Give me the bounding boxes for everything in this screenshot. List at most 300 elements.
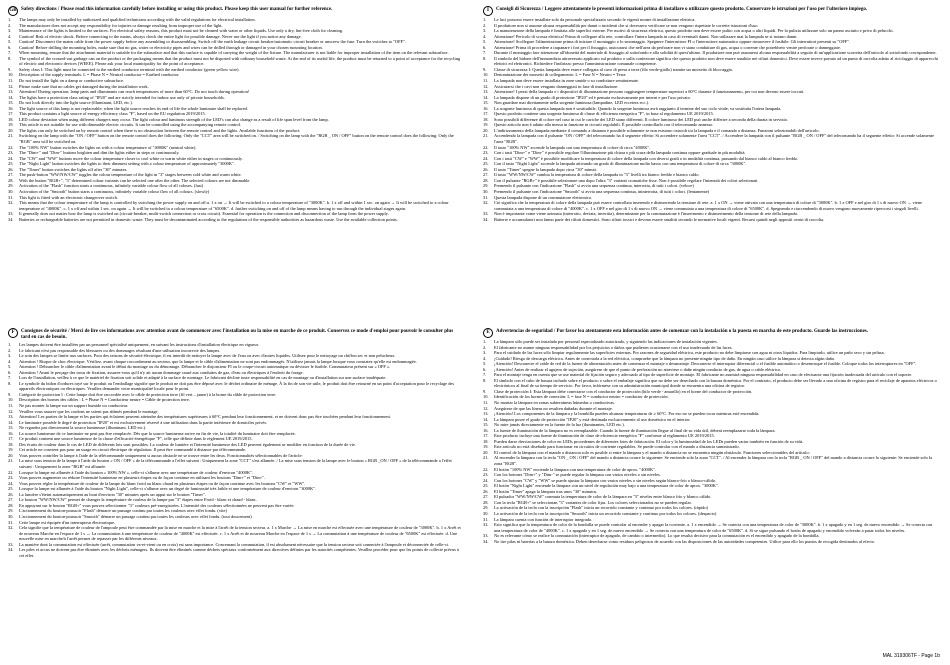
section-french — [8, 329, 463, 558]
item-text: Caution! Disconnect the mains cable from the power supply before any assembling or disassembling. Switch off the earth leakage circuit breaker/automatic circuit breaker or unscrew the fuse. Turn the switches to "OFF". — [19, 39, 406, 45]
item-text: Denominazione dei morsetti di collegamento: L = Fase N = Neutro = Terra — [494, 72, 626, 78]
item-number: 18. — [483, 116, 489, 122]
item-number: 33. — [483, 211, 489, 217]
list-item — [8, 133, 463, 144]
item-number: 17. — [8, 436, 14, 442]
item-text: La lumière s'éteint automatiquement au bout d'environ "30" minutes après un appui sur le bouton "Timer". — [19, 491, 206, 497]
item-text: Vous pouvez contrôler la lampe à l'aide de la télécommande uniquement si aucun obstacle ne se trouve entre les deux. Fonctionnalités sélectionnables de l'article: — [19, 452, 303, 458]
item-text: El control de la lámpara con el mando a distancia solo es posible si entre la lámpara y el mando a distancia no se encuentra ningún obstáculo. Funciones seleccionables del artículo: — [494, 449, 810, 455]
item-number: 21. — [8, 133, 14, 139]
list-item — [483, 217, 938, 223]
item-number: 19. — [8, 122, 14, 128]
item-text: Premendo il pulsante con l'indicazione "Flash" si avvia una sequenza continua, interrotta, di tutti i colori. (veloce) — [494, 183, 694, 189]
item-text: Con i tasti "Dim+" e "Dim-" è possibile regolare l'illuminazione più chiara o più scura della lampada continua oppure graduale in più modalità. — [494, 150, 746, 156]
item-number: 12. — [483, 405, 489, 411]
section-title: Advertencias de seguridad / Por favor lea atentamente esta información antes de comenzar con la instalación o la puesta en marcha de este producto. Guarde las instrucciones. — [496, 329, 869, 334]
item-text: The "CW" and "WW" buttons move the colour temperature closer to cool white or warm white either in stages or continuously. — [19, 155, 243, 161]
item-text: El pulsador "WW/NW/CW" conmuta la temperatura de color de la lámpara en "3" niveles entre blanco frío y blanco cálido. — [494, 494, 712, 500]
item-number: 13. — [483, 411, 489, 417]
section-header — [483, 329, 938, 338]
item-number: 5. — [483, 361, 487, 367]
item-number: 7. — [483, 372, 487, 378]
item-text: Le soin des lampes se limite aux surfaces. Pour des raisons de sécurité électrique, il est interdit de nettoyer la lampe avec de l'eau ou avec d'autres liquides. Utilisez pour le nettoyage un chiffon sec et non pelucheux. — [19, 353, 396, 359]
item-text: Con la tecla "RGB+" se seleccionan "3" variantes de color fijas. Los colores seleccionados no se pueden regular. — [494, 499, 692, 505]
section-header — [8, 7, 463, 16]
section-spanish — [483, 329, 938, 544]
item-text: Do not install the light on a damp or conductive subsurface. — [19, 78, 124, 84]
item-number: 25. — [8, 161, 14, 167]
item-number: 2. — [8, 347, 12, 353]
item-number: 30. — [483, 188, 489, 194]
item-text: This product contains a light source of energy efficiency class "F", based on the EU regulation 2019/2015. — [19, 111, 206, 117]
list-item — [8, 381, 463, 392]
item-number: 33. — [8, 541, 14, 547]
item-number: 34. — [8, 216, 14, 222]
item-number: 22. — [483, 144, 489, 150]
item-number: 15. — [483, 100, 489, 106]
list-item — [8, 547, 463, 558]
item-text: Les lampes doivent être installées par un personnel spécialisé uniquement, en suivant les instructions d'installation électrique en vigueur. — [19, 342, 259, 347]
item-text: Este artículo no está diseñado para funcionar en circuitos de corriente regulables. Se puede controlar con el mando a distancia suministrado. — [494, 444, 740, 450]
item-text: Questo articolo non è adatto alla messa in funzione in circuiti regolabili. È possibile controllarlo con il telecomando annesso. — [494, 122, 714, 128]
item-number: 22. — [483, 466, 489, 472]
item-number: 32. — [8, 525, 14, 531]
item-number: 18. — [8, 441, 14, 447]
language-badge-icon: E — [483, 328, 493, 338]
section-header — [8, 329, 463, 341]
item-number: 29. — [8, 508, 14, 514]
item-text: Vous pouvez régler la température de couleur de la lampe du blanc froid au blanc chaud en plusieurs étapes ou de façon continue avec les boutons "CW" et "WW". — [19, 480, 306, 486]
item-number: 34. — [483, 216, 489, 222]
item-number: 7. — [8, 375, 12, 381]
item-number: 7. — [483, 50, 487, 56]
section-italian — [483, 7, 938, 222]
section-header — [483, 7, 938, 16]
item-text: L'indirizzamento della lampada mediante il comando a distanza è possibile solamente se non esistono ostacoli tra la lampada e il comando a distanza. Funzioni selezionabili dell'articolo: — [494, 127, 820, 133]
item-number: 21. — [483, 455, 489, 461]
list-item — [483, 378, 938, 389]
item-number: 23. — [8, 475, 14, 481]
item-text: Para el montaje tenga en cuenta que se use material de fijación seguro y adecuado al tipo de superficie de montaje. El fabricante no asumirá ninguna responsabilidad en caso de efectuarse una fijación inadecuada del artículo con el soporte. — [494, 372, 913, 378]
item-text: No montar la lámpara en zonas subterráneas húmedas o conductivas. — [494, 400, 615, 406]
item-number: 33. — [8, 211, 14, 217]
item-text: Do not look directly into the light source (illuminant, LED, etc.). — [19, 100, 133, 106]
item-text: The "Timer" button switches the lights off after "30" minutes. — [19, 166, 128, 172]
item-text: Batterie e accumulatori non fanno parte dei rifiuti domestici. Sono rifiuti tossici e devono essere smaltiti secondo le normative locali vigenti. Recarsi quindi negli appositi centri di raccolta. — [494, 216, 825, 222]
item-text: Para el cuidado de las luces sólo limpiar regularmente las superficies externas. Por razones de seguridad eléctrica, este producto no debe limpiarse con agua ni otros líquidos. Para limpiarlo, utilice un paño seco y sin pelusa. — [494, 350, 885, 356]
item-number: 4. — [8, 33, 12, 39]
safety-list — [8, 342, 463, 558]
item-text: Veuillez vous assurer que les cordons ne soient pas abîmés pendant le montage. — [19, 408, 159, 414]
item-number: 9. — [8, 391, 12, 397]
item-text: Premendo il pulsante con l'indicazione "Smooth" si avvia una sequenza continua, ininterrotta, di tutti i colori. (lentamente) — [494, 188, 710, 194]
item-number: 27. — [483, 172, 489, 178]
item-number: 20. — [8, 127, 14, 133]
item-number: 9. — [483, 388, 487, 394]
item-text: ¡Cuidado! Riesgo de descarga eléctrica. Antes de conectarla a la red eléctrica, compruebe que la lámpara no presente ningún tipo de daño. En ningún caso utilice la lámpara si detecta algún daño. — [494, 355, 836, 361]
item-text: La fuente de iluminación de la lámpara no es reemplazable. Cuando la fuente de iluminación llegue al final de su vida útil, deberá reemplazarse toda la lámpara. — [494, 427, 776, 433]
item-text: Activation of the "Smooth" button starts a continuous, infinitely variable colour flow of all colours. (slowly) — [19, 188, 210, 194]
item-number: 27. — [483, 494, 489, 500]
list-item — [483, 522, 938, 533]
item-number: 3. — [8, 28, 12, 34]
item-text: Assicurarsi che i cavi non vengano danneggiati in fase di installazione. — [494, 83, 619, 89]
item-text: Catégorie de protection I : Cette lampe doit être raccordée avec le câble de protection terre (fil vert – jaune) à la borne du câble de protection terre. — [19, 391, 277, 397]
item-number: 33. — [483, 533, 489, 539]
item-text: L'actionnement du bouton-poussoir "Smooth" démarre un passage continu par toutes les couleurs avec effet fondu. (tout doucement) — [19, 513, 252, 519]
item-number: 28. — [8, 177, 14, 183]
item-text: The lamps may only be installed by authorized and qualified technicians according with the valid regulations for electrical installation. — [19, 17, 256, 22]
item-number: 31. — [483, 516, 489, 522]
item-text: La activación de la tecla con la inscripción "Flash" inicia un recorrido constante y continuo por todos los colores. (rápido) — [494, 505, 709, 511]
item-number: 20. — [483, 449, 489, 455]
item-text: La lampada non deve essere installata in zone umide o su condotture semiintenate. — [494, 78, 639, 84]
item-text: Con i tasti "CW" e "WW" è possibile modificare la temperatura di colore della lampada con diversi gradi o in modalità continua, passando dal bianco caldo al bianco freddo. — [494, 155, 799, 161]
item-text: No tire pilas ni baterías a la basura doméstica. Deben desecharse como residuos peligrosos de acuerdo con las disposiciones de las autoridades competentes. Utilice para ello los puntos de recogida destinados al efecto. — [494, 538, 876, 544]
item-number: 2. — [8, 22, 12, 28]
item-number: 5. — [483, 39, 487, 45]
item-number: 3. — [483, 28, 487, 34]
item-number: 2. — [483, 344, 487, 350]
item-number: 15. — [8, 100, 14, 106]
item-text: Attention ! Débrancher le câble d'alimentation avant le début du montage ou du démontage. Débrancher le disjoncteur FI ou le coupe-circuit automatique ou dévisser le fusible. Commutateur présent sur « OFF ». — [19, 364, 391, 370]
item-number: 34. — [8, 547, 14, 553]
item-number: 22. — [8, 144, 14, 150]
item-number: 10. — [483, 394, 489, 400]
item-number: 19. — [483, 444, 489, 450]
safety-list — [483, 339, 938, 544]
item-text: Non guardare mai direttamente nella sorgente luminosa (lampadine, LED eccetera ecc.). — [494, 100, 650, 106]
item-number: 11. — [483, 400, 489, 406]
item-text: L'actionnement du bouton-poussoir "Flash" démarre un passage continu par toutes les couleurs avec effet fondu. (vite) — [19, 508, 227, 514]
item-text: Ne regardez pas directement la source lumineuse (illuminant, LED etc.). — [19, 425, 147, 431]
item-text: Il tasto "Timer" spegne la lampada dopo circa "30" minuti. — [494, 166, 598, 172]
item-number: 21. — [483, 133, 489, 139]
item-text: La source lumineuse de ce luminaire ne peut pas être remplacée. Dès que la source lumineuse arrive en fin de vie, la totalité du luminaire doit être remplacée. — [19, 430, 296, 436]
item-number: 16. — [483, 105, 489, 111]
item-text: El botón "Night Light" enciende la lámpara con un nivel de regulación muy bajo a una temperatura de color de aprox. "3000K". — [494, 483, 719, 489]
item-text: Please make sure that no cables get damaged during the installation work. — [19, 83, 149, 89]
item-text: Lorsque la lampe est allumée à l'aide du bouton « 100% NW », celle-ci s'allume avec une température de couleur d'environ "4000K". — [19, 469, 253, 475]
item-text: The "Dim+" and "Dim-" buttons brighten and dim the lights either in steps or continuously. — [19, 150, 180, 156]
item-text: ¡Atención! Desconecte el cable de red de la fuente de alimentación antes de comenzar el montaje o desmontaje. Desconecte el interruptor diferencial o el fusible automático o desenrosque el fusible. Coloque todos los interruptores en "OFF". — [494, 361, 917, 367]
item-text: This light is fitted with an electronic changeover switch. — [19, 194, 118, 200]
item-text: Non è importante come viene azionata (interrotto, deviata, invertita), determinante per la commutazione è l'inserimento e disinserimento della tensione di rete della lampada. — [494, 211, 798, 217]
item-text: LED colour deviation when using different chargers may occur. The light colour and luminous strength of the LED's can also change as a result of life span level from the lamp. — [19, 116, 329, 122]
item-number: 4. — [8, 358, 12, 364]
item-text: Des écarts de couleur dans le cas de LED de différents lots sont possibles. La couleur de lumière et l'intensité lumineuse des LED peuvent également se modifier en fonction de la durée de vie. — [19, 441, 356, 447]
language-badge-icon: I — [483, 6, 493, 16]
item-text: Con los botones "CW" y "WW" se puede ajustar la lámpara con varios niveles o sin niveles según blanco-frío o blanco-cálido. — [494, 477, 717, 483]
item-text: ¡Atención! Antes de realizar el agujero de sujeción, asegúrese de que el punto de perforación no atraviese o dañe ningún conducto de gas, de agua o cable eléctrico. — [494, 366, 782, 372]
item-text: The push-button "WW/NW/CW" toggles the colour temperature of the light in "3" stages between cold white and warm white. — [19, 172, 242, 178]
item-number: 24. — [483, 155, 489, 161]
item-number: 1. — [483, 339, 487, 344]
list-item — [483, 133, 938, 144]
item-text: Switching on the lamp with the "ON / OFF" button on the remote control does the following: Only the "CCT" area will be switched on. / Switching on the lamp with the "RGB _ ON / OFF" button on the remote control does the following: Only the "RGB" area will be switched on. — [19, 133, 454, 145]
item-number: 16. — [483, 427, 489, 433]
item-text: El símbolo con el cubo de basura tachado sobre el producto o sobre el embalaje significa que no debe ser desechado con la basura doméstica. Por el contrario, el producto debe ser llevado a una oficina de registro para el reciclaje de aparatos eléctricos o electrónicos al final de su tiempo de servicio. Por favor, infórmese con su administración municipal donde se encuentra una oficina de registro. — [494, 377, 937, 389]
item-number: 25. — [483, 161, 489, 167]
item-text: The manufacturer does not accept any responsibility for injuries or damage resulting from improper use of the light. — [19, 22, 223, 28]
item-text: Questa lampada dispone di un commutatore elettronico. — [494, 194, 593, 200]
item-number: 32. — [483, 200, 489, 206]
item-number: 1. — [8, 17, 12, 22]
item-text: Al encender la lámpara con la tecla "ON _ ON / OFF" del mando a distancia ocurre lo siguiente: Se enciende solo la zona "CCT". / Al encender la lámpara con la tecla "RGB _ ON / OFF" del mando a distancia ocurre lo siguiente: Se enciende solo la zona "RGB". — [494, 455, 933, 467]
item-text: Asegúrese de que las líneas no resulten dañadas durante el montaje. — [494, 405, 613, 411]
item-number: 30. — [483, 510, 489, 516]
item-number: 8. — [483, 377, 487, 383]
item-number: 1. — [8, 342, 12, 347]
item-number: 14. — [483, 416, 489, 422]
item-text: No mire jamás directamente en la fuente de la luz (iluminantes, LED etc.). — [494, 422, 625, 428]
item-text: El fabricante no asume ninguna responsabilidad por los perjuicios o daños que pudiesen ocasionarse con el uso inadecuado de las luces. — [494, 344, 733, 350]
item-number: 21. — [8, 458, 14, 464]
item-text: Le symbole du bidon d'ordures rayé sur le produit ou l'emballage signifie que le produit ne doit pas être déposé avec le déchet ordinaire de ménage. À la fin de son vie utile, le produit doit être retourné en un point d'acceptation pour le recyclage des appareils électroniques ou électriques. Veuillez demander votre municipalité locale pour le point. — [19, 380, 455, 392]
item-text: Description des bornes des câbles : L = Phase N = Conducteur neutre = Câble de protection terre. — [19, 397, 190, 403]
item-number: 9. — [8, 66, 12, 72]
item-number: 32. — [8, 200, 14, 206]
item-text: Description of the supply terminals: L = Phase N = Neutral conductor = Earthed conductor. — [19, 72, 180, 78]
language-badge-icon: GB — [8, 6, 18, 16]
item-number: 34. — [483, 538, 489, 544]
safety-list — [483, 17, 938, 222]
section-title: Safety directions / Please read this information carefully before installing or using this product. Please keep this user manual for further reference. — [21, 7, 333, 12]
item-text: Attenzione! I pezzi della lampada e i dispositivi di illuminazione possono raggiungere temperature superiori a 60°C durante il funzionamento, per cui non devono essere toccati. — [494, 89, 805, 95]
item-text: La lámpara posee el grado de protección "IP20" y está destinada exclusivamente al uso doméstico en el interior. — [494, 416, 691, 422]
item-text: The light source of this lamp is not replaceable; when the light source reaches its end of life the whole luminaire shall be replaced. — [19, 105, 248, 111]
item-text: Safety class I: This light must be connected to the earthed conductor terminal with the earthed conductor (green yellow wire). — [19, 66, 240, 72]
item-number: 24. — [8, 480, 14, 486]
item-number: 17. — [8, 111, 14, 117]
item-number: 25. — [483, 483, 489, 489]
item-number: 29. — [8, 183, 14, 189]
section-title: Consignes de sécurité / Merci de lire ces informations avec attention avant de commencer avec l'installation ou la mise en marche de ce produit. Conservez ce mode d'emploi pour pouvoir le consulter plus tard en cas de besoin. — [21, 329, 454, 340]
item-text: The "Night Light" button switches the lights to their dimmest setting with a colour temperature of approximately "3000K". — [19, 161, 235, 167]
item-number: 12. — [8, 83, 14, 89]
item-text: This article is not suitable for use with dimmable electric circuits. It can be controlled using the accompanying remote control. — [19, 122, 242, 128]
item-text: La mise sous tension de la lampe à l'aide du bouton « ON / OFF » de la télécommande a l'effet suivant : Uniquement la zone "CCT" s'est allumée. / La mise sous tension de la lampe avec le bouton « RGB _ON / OFF » de la télécommande a l'effet suivant : Uniquement la zone "RGB" est allumée. — [19, 458, 452, 470]
item-text: La manière dont la commutation est effectuée (arrêt, commutation va-et-vient ou en croix) est sans importance. Concernant la commutation, il est absolument nécessaire que la tension secteur soit connectée à l'ampoule et déconnectée de celle-ci. — [19, 541, 450, 547]
item-text: The "100% NW" button switches the lights on with a colour temperature of "4000K" (neutral white). — [19, 144, 197, 150]
item-text: Les piles et accus ne doivent pas être éliminés avec les déchets ménagers. Ils doivent être éliminés comme déchets spéciaux conformément aux directives définies par les autorités compétentes. Veuillez procéder pour que les points de collecte prévus à cet effet. — [19, 547, 459, 558]
item-number: 26. — [8, 166, 14, 172]
item-text: With the button "RGB+", "3" determined colour variants can be selected one after the other. The selected colours are not dimmable. — [19, 177, 251, 183]
item-text: No es relevante cómo se realice la conmutación (interruptor de apagado, de cambio o intermedio). Lo que resulta decisivo para la conmutación es el encendido y apagado de la bombilla. — [494, 533, 820, 539]
item-number: 6. — [8, 44, 12, 50]
item-text: Identificación de los bornes de conexión: L = fase N = conductor neutro = conductor de protección. — [494, 394, 669, 400]
item-number: 11. — [483, 78, 489, 84]
item-text: Ciò significa che la temperatura di colore della lampada può essere controllata inserendo e disinserendo la tensione di rete. a. 1 x ON → viene attivata con una temperatura di colore di "3000K". b. 1 x OFF e nel giro di 1 s di nuovo ON → viene commutata a una temperatura di colore di "4000K". c. 1 x OFF e nel giro di 1 s di nuovo ON → viene commutata a una temperatura di colore di "6500K". d. Spegnendo e riaccendendo di nuovo vengono nuovamente ripercorsi i singoli livelli. — [494, 200, 923, 211]
item-number: 8. — [8, 55, 12, 61]
item-text: Durante il montaggio fare attenzione all'idoneità del materiale di fissaggio al sottofondo e alla solidità di quest'ultimo. Il produttore non può assumersi alcuna responsabilità a seguito di un'applicazione scorretta dell'articolo al sottofondo corrispondente. — [494, 50, 937, 56]
item-text: Pueden darse desviaciones de color en LEDs procedentes de diferentes lotes de fabricación. El color y la luminosidad de los LEDs pueden variar también en función de su vida. — [494, 438, 804, 444]
item-number: 28. — [483, 499, 489, 505]
item-text: Attenzione! Scollegare l'alimentazione prima di iniziare il montaggio o lo smontaggio. Spegnere l'interruttore FI o l'interruttore automatico oppure rimuovere il fusibile. Gli interruttori presenti su "OFF". — [494, 39, 851, 45]
item-text: Vous pouvez augmenter ou réduire l'intensité lumineuse en plusieurs étapes ou de façon continue en utilisant les boutons "Dim+" et "Dim-". — [19, 475, 266, 481]
item-text: When mounting, ensure that the attachment material is suitable for the subsurface and that this surface is capable of carrying the weight of the fixture. The manufacturer is not liable for improper installation of the item on the relevant subsurface. — [19, 50, 449, 56]
item-number: 3. — [483, 350, 487, 356]
item-number: 15. — [8, 425, 14, 431]
item-number: 11. — [8, 403, 14, 409]
item-number: 27. — [8, 497, 14, 503]
item-text: Le bouton "WW/NW/CW" permet de changer la température de couleur de la lampe par "3" étapes entre Froid - blanc et chaud - blanc. — [19, 497, 257, 503]
language-badge-icon: F — [8, 328, 18, 338]
item-text: La lámpara sólo puede ser instalada por personal especializado autorizado, y siguiendo las indicaciones de instalación vigentes. — [494, 339, 718, 344]
item-text: Ne pas monter la lampe sur un support humide ou conducteur. — [19, 403, 129, 409]
item-number: 8. — [483, 55, 487, 61]
page-footer: MAL 319306TF - Page 1b — [882, 653, 940, 659]
item-text: La lampada dispone di un grado di protezione "IP20" ed è pensata esclusivamente per interni e per l'uso privato. — [494, 94, 691, 100]
item-number: 13. — [8, 414, 14, 420]
item-text: This means that the colour temperature of the lamp is controlled by switching the power supply on and off:a. 1 x on → It will be switched to a colour temperature of "3000K". b. 1 x off and within 1 sec. on again → It will be switched to a colour temperature of "4000K". c. 1 x off and within 1 sec. on again → It will be switched to a colour temperature of "6500K". d. further switching on and off of the lamp means having to run through the individual stages again. — [19, 200, 449, 211]
list-item — [8, 56, 463, 67]
list-item — [483, 200, 938, 211]
item-text: The symbol of the crossed-out garbage can on the product or the packaging means that the product must not be disposed with ordinary household waste. At the end of its useful life, the product must be returned to a point of acceptance for the recycling of electric and electronic devices (WEEE). Please ask your local municipality for the point of acceptance. — [19, 55, 461, 67]
item-text: Il simbolo del bidone dell'immondizia attraversato applicato sul prodotto o sulla confezione significa che questo prodotto non deve essere smaltito nei rifiuti domestici. Deve essere invece portato ad un punto di raccolta adatto al riciclaggio di apparecchi elettrici ed elettronici. Richiedere l'indirizzo presso l'amministrazione comunale competente. — [494, 55, 938, 67]
item-text: Attention! Les parties de la lampe et les parties qui éclairent peuvent atteindre des températures supérieures à 60°C pendant leur fonctionnement, et ne doivent donc pas être touchées pendant leur fonctionnement. — [19, 414, 391, 420]
item-number: 24. — [483, 477, 489, 483]
item-number: 24. — [8, 155, 14, 161]
list-item — [483, 539, 938, 545]
item-number: 18. — [8, 116, 14, 122]
item-number: 19. — [8, 447, 14, 453]
item-number: 5. — [8, 364, 12, 370]
item-number: 28. — [483, 177, 489, 183]
item-number: 32. — [483, 522, 489, 528]
item-text: En appuyant sur le bouton "RGB+" vous pouvez sélectionner "3" couleurs pré-enregistrées. L'intensité des couleurs sélectionnées ne peuvent pas être variée. — [19, 502, 295, 508]
item-number: 6. — [483, 44, 487, 50]
item-text: La sorgente luminosa di questa lampada non è sostituibile. Quando la sorgente luminosa avrà raggiunto il termine del suo ciclo vitale, va sostituita l'intera lampada. — [494, 105, 782, 111]
item-text: Esto significa que la temperatura de color de la bombilla se puede controlar al encender y apagar la corriente. a. 1 x encendido → Se conecta con una temperatura de color de "3000K". b. 1 x apagado y en 1 seg. de nuevo encendido → Se conecta con una temperatura de color de "4000K". c. 1 x apagado y en 1 seg. de nuevo encendido → Se conecta con una temperatura de color de "6500K". d. Si se sigue pulsando el botón de apagado y encendido volverán a pasar todos los niveles. — [494, 522, 933, 533]
item-text: La manutenzione della lampada è limitata alle superfici esterne. Per motivi di sicurezza elettrica, questo prodotto non deve essere pulito con acqua o altri liquidi. Per la pulizia utilizzare solo un panno asciutto e privo di pelucchi. — [494, 28, 894, 34]
item-number: 14. — [8, 94, 14, 100]
item-number: 5. — [8, 39, 12, 45]
item-number: 11. — [8, 78, 14, 84]
item-text: Attention! During operation, lamp parts and illuminants can reach temperatures of more than 60°C. Do not touch during operation! — [19, 89, 250, 95]
item-number: 7. — [8, 50, 12, 56]
item-number: 4. — [483, 33, 487, 39]
item-text: Lorsque la lampe est allumée à l'aide du bouton "Night Light", celle-ci s'allume avec un degré de luminosité très faible et une température de couleur d'environ "3000K". — [19, 486, 317, 492]
item-number: 18. — [483, 438, 489, 444]
item-text: Ce produit contient une source lumineuse de la classe d'efficacité énergétique "F", telle que définie dans le règlement UE 2019/2015. — [19, 436, 253, 442]
item-number: 19. — [483, 122, 489, 128]
item-number: 29. — [483, 505, 489, 511]
section-title: Consigli di Sicurezza / Leggere attentamente le presenti informazioni prima di installare o utilizzare questo prodotto. Conservare le istruzioni per l'uso per l'ulteriore impiego. — [496, 7, 868, 12]
item-text: Cet article ne convient pas pour un usage en circuit électrique de régulation. Il peut être commandé à distance par télécommande. — [19, 447, 246, 453]
item-number: 30. — [8, 513, 14, 519]
item-number: 10. — [8, 397, 14, 403]
list-item — [8, 217, 463, 223]
item-text: Cette lampe est équipée d'un interrupteur électronique. — [19, 519, 116, 525]
item-text: Attenzione! Prima di procedere a trapanare i fori per il fissaggio, assicurarsi che nell'area da perforare non vi siano condutture di gas, acqua o corrente che potrebbero venire perforate o danneggiate. — [494, 44, 841, 50]
item-text: Classe di sicurezza I: Questa lampada deve essere collegata al cavo di presa a terra (filo verde-giallo) tramite un morsetto di bloccaggio. — [494, 66, 734, 72]
item-text: Le luci possono essere installate solo da personale specializzato secondo le vigenti norme di installazione elettrica. — [494, 17, 696, 22]
item-text: Il tasto "100% NW" accende la lampada con una temperatura di colore di circa "4000K". — [494, 144, 651, 150]
item-number: 25. — [8, 486, 14, 492]
item-text: Con il pulsante "RGB+" è possibile selezionare una dopo l'altra "3" varianti cromatiche fisse. Non è possibile regolare l'intensità dei colori selezionati. — [494, 177, 759, 183]
item-text: Caution! Risk of electric shock. Before connecting to the mains, always check the entire light for possible damage. Never use the light if you notice any damage. — [19, 33, 302, 39]
item-number: 26. — [8, 491, 14, 497]
item-number: 2. — [483, 22, 487, 28]
item-text: Le luminaire possède le degré de protection "IP20" et est exclusivement réservé à une utilisation dans la partie intérieure de domiciles privés. — [19, 419, 268, 425]
item-text: Este producto incluye una fuente de iluminación de clase de eficiencia energética "F" conforme al reglamento UE 2019/2015. — [494, 433, 715, 439]
item-number: 20. — [483, 127, 489, 133]
item-text: Cela signifie que la température de couleur de l'ampoule peut être commandée par la mise en marche et la mise à l'arrêt de la tension secteur. a. 1 x Marche → La mise en marche est effectuée avec une température de couleur de "3000K". b. 1 x Arrêt et de nouveau Marche en l'espace de 1 s → La commutation à une température de couleur de "4000K" est effectuée. c. 1 x Arrêt et de nouveau Marche en l'espace de 1 s → La commutation à une température de couleur de "6500K" est effectuée. d. Une nouvelle mise en marche/à l'arrêt permet de repasser par les différents niveaux. — [19, 525, 461, 542]
item-text: Attention ! Risque de choc électrique. Vérifiez, avant chaque raccordement au secteur, que la lampe et le câble d'alimentation ne sont pas endommagés. N'utilisez jamais la lampe lorsque vous constatez qu'elle est endommagée. — [19, 358, 417, 364]
item-number: 14. — [8, 419, 14, 425]
item-text: El botón "Timer" apaga la lámpara tras unos "30" minutos. — [494, 488, 598, 494]
item-number: 3. — [8, 353, 12, 359]
item-text: Activation of the "Flash" function starts a continuous, infinitely variable colour flow of all colours. (fast) — [19, 183, 204, 189]
item-number: 4. — [483, 355, 487, 361]
item-text: Caution! Before drilling the mounting holes, make sure that no gas, water or electricity pipes and wires can be drilled through or damaged in your chosen mounting location. — [19, 44, 323, 50]
item-number: 31. — [8, 519, 14, 525]
item-number: 17. — [483, 111, 489, 117]
item-number: 6. — [8, 369, 12, 375]
list-item — [483, 455, 938, 466]
list-item — [8, 200, 463, 211]
item-number: 26. — [483, 488, 489, 494]
item-number: 22. — [8, 469, 14, 475]
item-number: 10. — [8, 72, 14, 78]
item-text: Con los botones "Dim+" y "Dim-" se puede regular la lámpara con varios niveles o sin niveles. — [494, 472, 661, 478]
section-english — [8, 7, 463, 222]
item-number: 16. — [8, 430, 14, 436]
item-number: 8. — [8, 380, 12, 386]
item-number: 29. — [483, 183, 489, 189]
item-text: Il tasto "WW/NW/CW" cambia la temperatura di colore della lampada in "3" livelli tra bianco freddo e bianco caldo. — [494, 172, 700, 178]
item-text: The lights can only be switched on by remote control when there is no obstruction between the remote control and the lights. Available functions of the product: — [19, 127, 301, 133]
item-text: Le fabricant n'est pas responsable des blessures ou des dommages résultant d'une utilisation incorrecte des lampes. — [19, 347, 221, 353]
item-number: 23. — [483, 150, 489, 156]
item-number: 13. — [8, 89, 14, 95]
item-number: 14. — [483, 94, 489, 100]
item-number: 27. — [8, 172, 14, 178]
item-number: 23. — [8, 150, 14, 156]
item-text: Il produttore non si assume alcuna responsabilità per danni o incidenti che si dovessero verificare se non vengono rispettate le corrette istruzioni d'uso. — [494, 22, 759, 28]
item-number: 6. — [483, 366, 487, 372]
item-text: It generally does not matter how the lamp is switched on (circuit-breaker, multi-switch connection or cross circuit). Essential for operation is the connection and disconnection of the lamp from the power supply. — [19, 211, 389, 217]
item-number: 16. — [8, 105, 14, 111]
item-text: Sono possibili differenze di colore nel caso in cui le cariche dei LED siano differenti. Il colore luminoso dei LED può anche differire a seconda della durata in servizio. — [494, 116, 789, 122]
item-text: Batteries or rechargeable batteries are not permitted in domestic waste. They must be decontaminated according to the regulations of the responsible authorities as hazardous waste. Use the available collection points. — [19, 216, 398, 222]
item-number: 12. — [483, 83, 489, 89]
item-number: 13. — [483, 89, 489, 95]
item-text: El botón "100% NW" enciende la lámpara con una temperatura de color de aprox. "4000K". — [494, 466, 657, 472]
safety-list — [8, 17, 463, 222]
item-text: Attention ! Avant le perçage des trous de fixation, assurez-vous qu'il n'y ait aucun dommage causé aux conduites de gaz, d'eau ou électriques à l'endroit du forage. — [19, 369, 304, 375]
item-number: 28. — [8, 502, 14, 508]
item-text: Questo prodotto contiene una sorgente luminosa di classe di efficienza energetica "F", in base al regolamento UE 2019/2015. — [494, 111, 714, 117]
item-number: 23. — [483, 472, 489, 478]
item-number: 20. — [8, 452, 14, 458]
item-text: Accendendo la lampada con il pulsante "ON / OFF" del telecomando ha il seguente effetto: Si accendere solamente l'area "CCT". / Accendere la lampada con il pulsante "RGB _ ON / OFF" del telecomando ha il seguente effetto: Si accende solamente l'area "RGB". — [494, 133, 934, 145]
item-number: 15. — [483, 422, 489, 428]
item-text: La activación de la tecla con la inscripción "Smooth" inicia un recorrido constante y continuo por todos los colores. (despacio) — [494, 510, 717, 516]
item-number: 30. — [8, 188, 14, 194]
list-item — [8, 525, 463, 542]
item-text: ¡Atención! Los componentes de la lámpara y la bombilla pueden alcanzar temperaturas de ≥ 60°C. Por eso no se pueden tocar mientras esté encendida. — [494, 411, 760, 417]
item-number: 9. — [483, 66, 487, 72]
item-text: La lámpara cuenta con función de interruptor integrada. — [494, 516, 593, 522]
item-text: Maintenance of the lights is limited to the surfaces. For electrical safety reasons, this product must not be cleaned with water or other liquids. Use only a dry, lint-free cloth for cleaning. — [19, 28, 344, 34]
item-number: 26. — [483, 166, 489, 172]
item-text: Lors de l'installation, veillez à ce que le matériel de fixation soit solide et adapté à la surface de montage. Le fabricant décline toute responsabilité en cas de montage ou d'installation sur une surface inadéquate. — [19, 375, 387, 381]
item-text: Clase de protección I: Esta lámpara debe conectarse con el conductor de protección (hilo verde - amarillo) en el borne del conductor de protección. — [494, 388, 753, 394]
list-item — [8, 458, 463, 469]
item-number: 31. — [8, 194, 14, 200]
